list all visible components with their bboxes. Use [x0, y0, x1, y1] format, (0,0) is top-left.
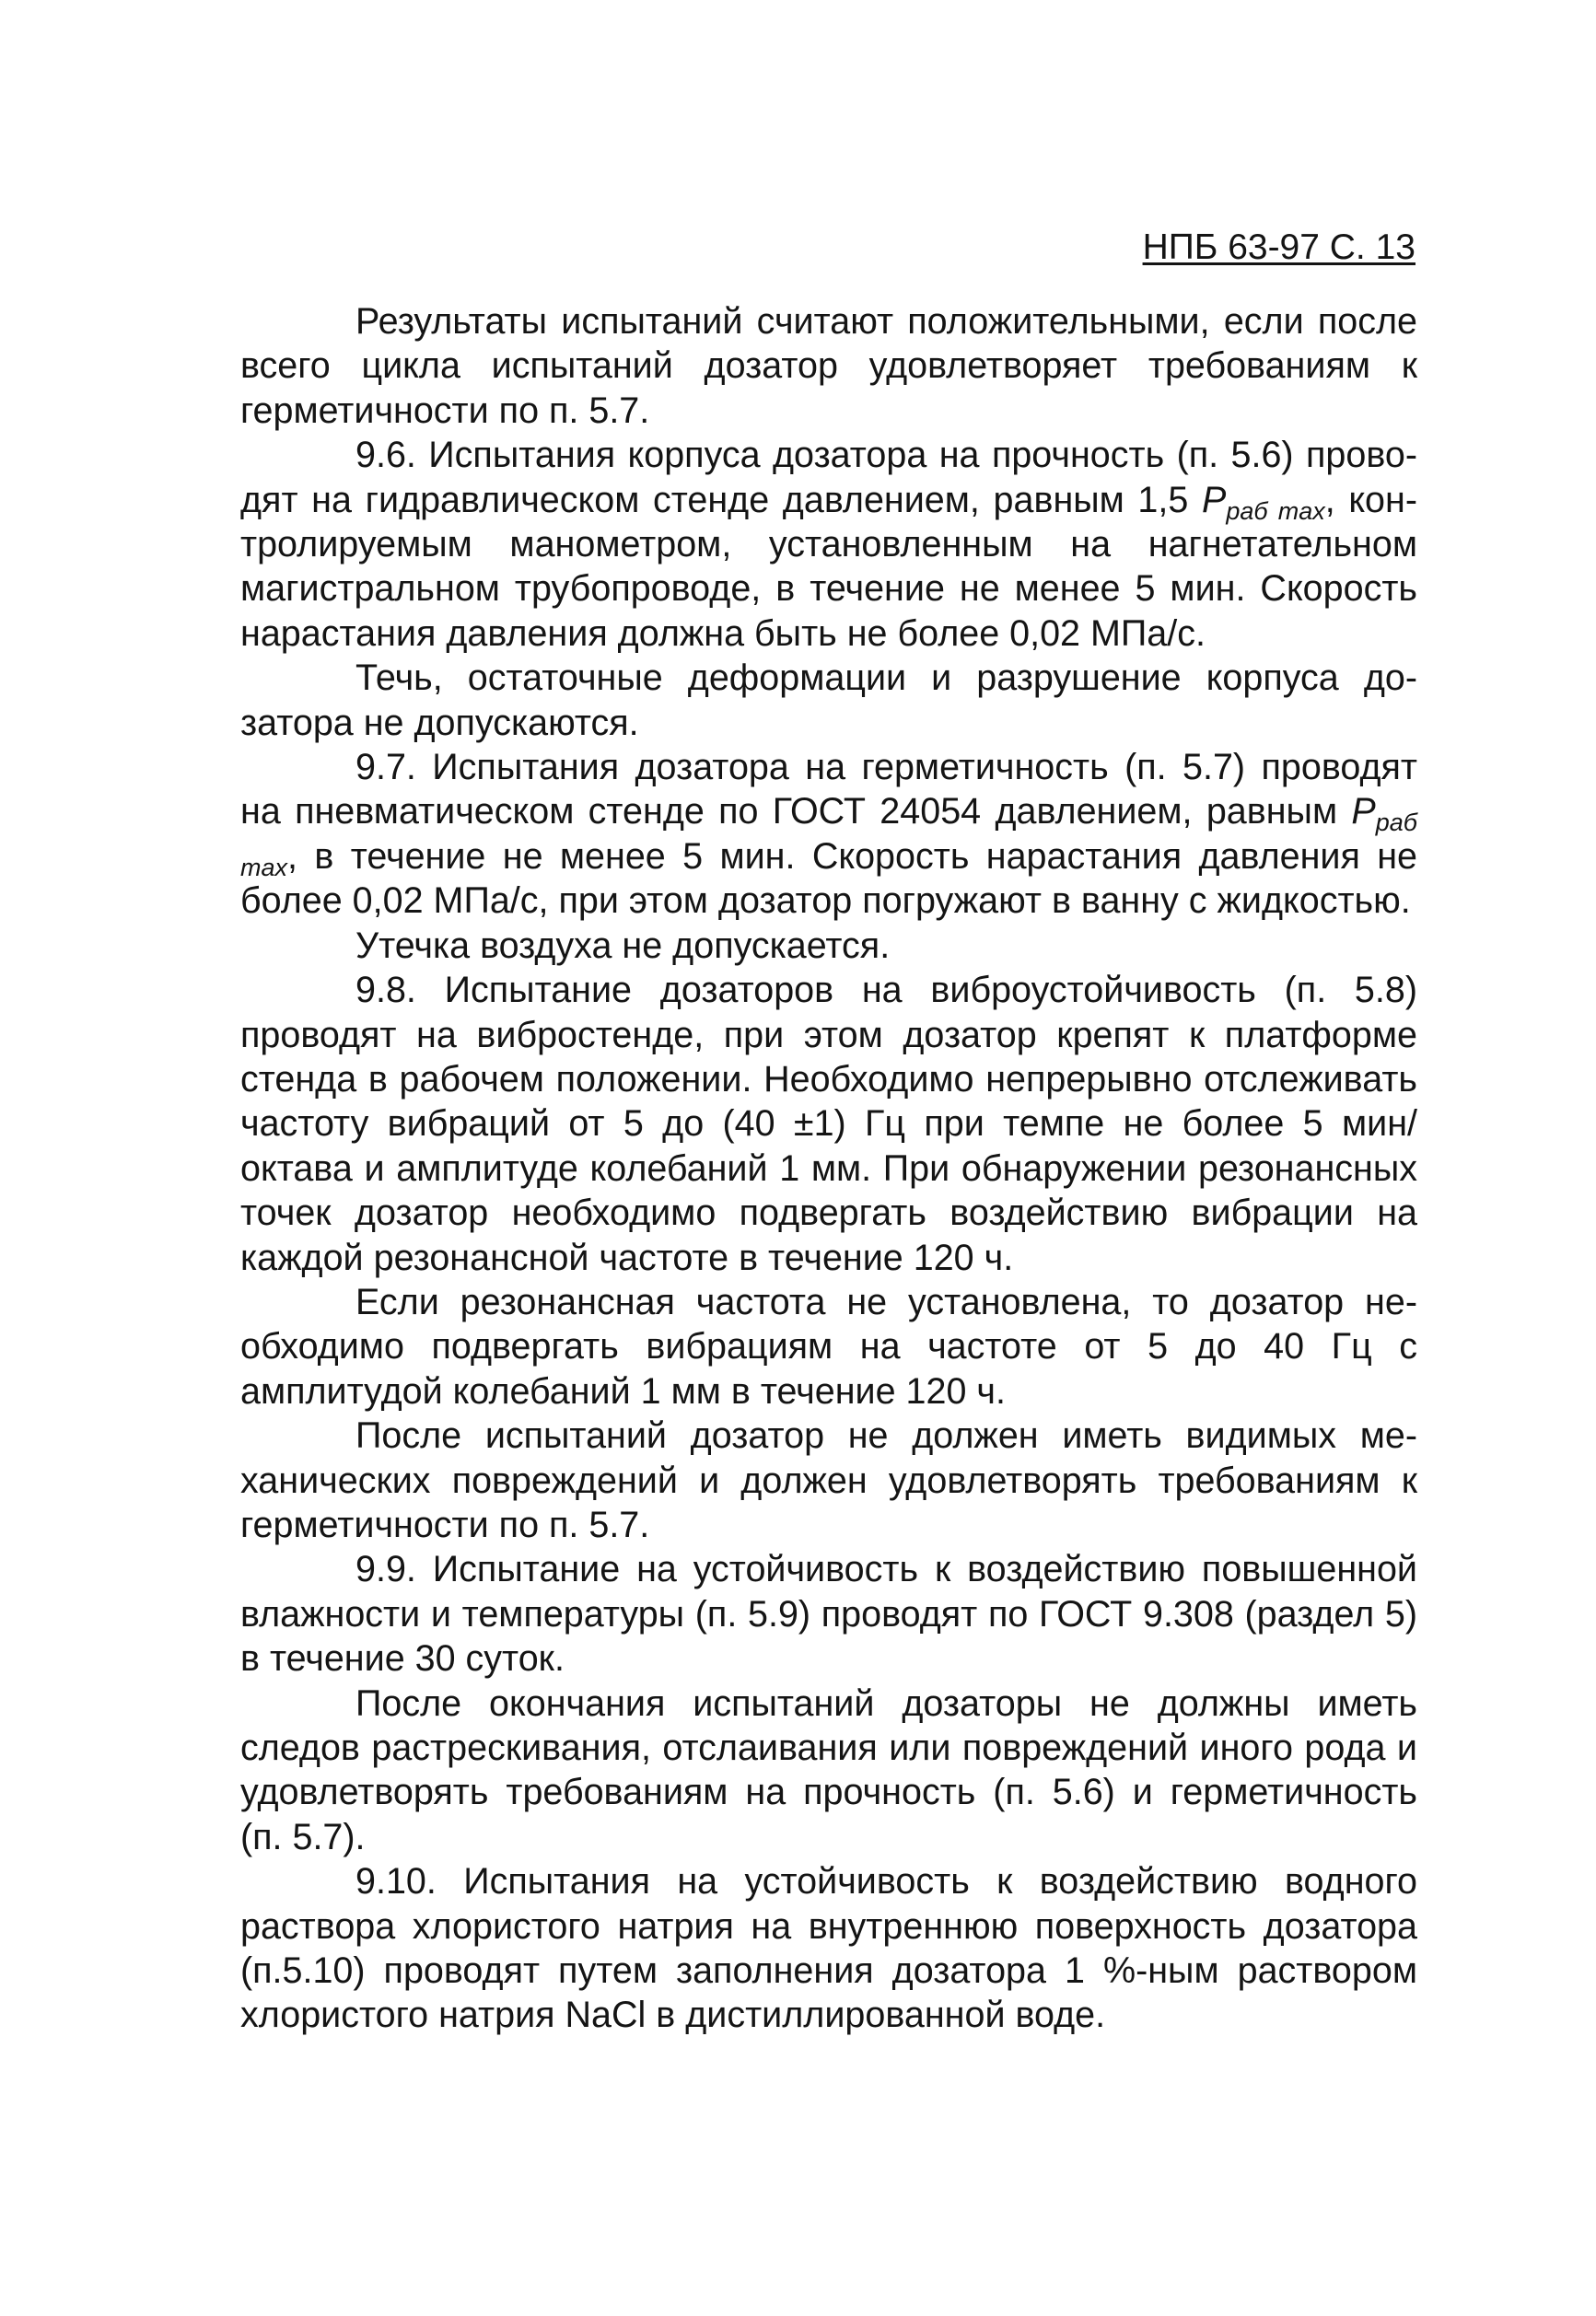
page-body	[240, 299, 1417, 2038]
paragraph-9-8-vibration-test: 9.8. Испытание дозаторов на виброустойчивость (п. 5.8) проводят на вибростенде, при этом дозатор крепят к платформе стенда в рабочем положении. Необходимо непрерывно отслеживать частоту вибраций от 5 до (40 ±1) Гц при темпе не более 5 мин/октава и амплитуде колебаний 1 мм. При обнаружении резонансных точек дозатор необходимо подвергать воздействию вибрации на каждой резонансной частоте в течение 120 ч.	[240, 970, 1417, 1278]
running-title: НПБ 63-97 С. 13	[1142, 227, 1415, 267]
paragraph-9-6-text-start: 9.6. Испытания корпуса дозатора на прочность (п. 5.6) проводят на гидравлическом стенде давлением, равным 1,5	[240, 435, 1417, 520]
paragraph-after-humidity: После окончания испытаний дозаторы не должны иметь следов растрескивания, отслаивания или повреждений иного рода и удовлетворять требованиям на прочность (п. 5.6) и герметичность (п. 5.7).	[240, 1682, 1417, 1857]
pressure-symbol: P	[1201, 479, 1227, 520]
paragraph-air-leak: Утечка воздуха не допускается.	[355, 925, 891, 966]
pressure-subscript: раб max	[1226, 496, 1325, 525]
paragraph-9-6-strength-test	[240, 433, 1417, 656]
paragraph-9-9-humidity-test: 9.9. Испытание на устойчивость к воздействию повышенной влажности и температуры (п. 5.9) проводят по ГОСТ 9.308 (раздел 5) в течение 30 суток.	[240, 1549, 1417, 1680]
paragraph-9-7-text-end: , в течение не менее 5 мин. Скорость нарастания давления не более 0,02 МПа/с, при этом дозатор погружают в ванну с жидкостью.	[240, 835, 1417, 922]
paragraph-9-7-text-start: 9.7. Испытания дозатора на герметичность (п. 5.7) проводят на пневматическом стенде по ГОСТ 24054 давлением, равным	[240, 747, 1417, 832]
paragraph-9-6-text-end: , контролируемым манометром, установленным на нагнетательном магистральном трубопроводе, в течение не менее 5 мин. Скорость нарастания давления должна быть не более 0,02 МПа/с.	[240, 479, 1417, 654]
paragraph-after-vibration: После испытаний дозатор не должен иметь видимых механических повреждений и должен удовлетворять требованиям к герметичности по п. 5.7.	[240, 1415, 1417, 1545]
page-header	[1143, 227, 1415, 269]
paragraph-results: Результаты испытаний считают положительными, если после всего цикла испытаний дозатор удовлетворяет требованиям к герметичности по п. 5.7.	[240, 301, 1417, 431]
pressure-subscript: раб max	[240, 809, 1417, 881]
paragraph-resonance: Если резонансная частота не установлена, то дозатор необходимо подвергать вибрациям на частоте от 5 до 40 Гц с амплитудой колебаний 1 мм в течение 120 ч.	[240, 1281, 1417, 1412]
paragraph-leak-deformation: Течь, остаточные деформации и разрушение корпуса дозатора не допускаются.	[240, 658, 1417, 743]
pressure-symbol: P	[1351, 791, 1376, 832]
paragraph-9-7-tightness-test	[240, 745, 1417, 924]
paragraph-9-10-salt-test: 9.10. Испытания на устойчивость к воздействию водного раствора хлористого натрия на внутреннюю поверхность дозатора (п.5.10) проводят путем заполнения дозатора 1 %-ным раствором хлористого натрия NaCl в дистиллированной воде.	[240, 1861, 1417, 2036]
